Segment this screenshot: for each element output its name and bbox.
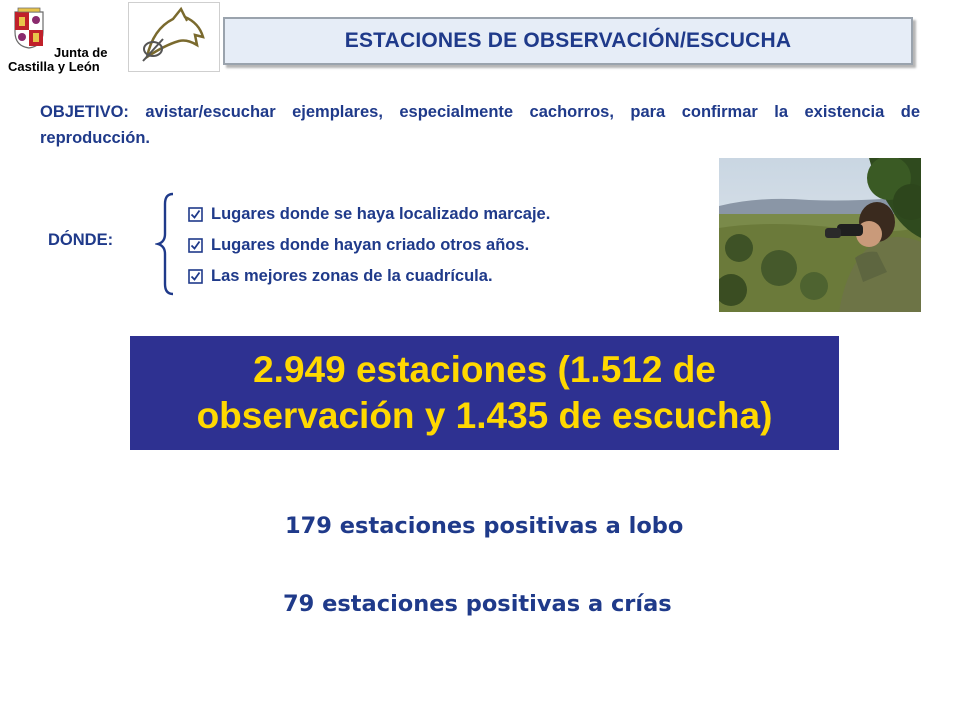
stations-total-banner: [130, 336, 839, 450]
banner-line-2: observación y 1.435 de escucha): [196, 395, 773, 436]
checkbox-checked-icon: [188, 269, 203, 284]
checkbox-checked-icon: [188, 207, 203, 222]
logo-text-line1: Junta de: [54, 45, 108, 60]
list-item-label: Las mejores zonas de la cuadrícula.: [211, 267, 493, 285]
stat-positive-wolf: 179 estaciones positivas a lobo: [285, 513, 684, 539]
brace-icon: [155, 192, 177, 296]
list-item-label: Lugares donde hayan criado otros años.: [211, 236, 530, 254]
junta-castilla-leon-logo: [6, 4, 122, 74]
list-item: [188, 261, 550, 292]
coat-of-arms-icon: [12, 6, 46, 50]
observer-photo: [719, 158, 921, 312]
logo-text-line2: Castilla y León: [8, 59, 100, 74]
page-title: ESTACIONES DE OBSERVACIÓN/ESCUCHA: [344, 29, 792, 52]
list-item-label: Lugares donde se haya localizado marcaje.: [211, 205, 551, 223]
checkbox-checked-icon: [188, 238, 203, 253]
list-item: [188, 199, 550, 230]
donde-label: DÓNDE:: [48, 231, 114, 249]
wolf-icon: [129, 3, 219, 71]
list-item: [188, 230, 550, 261]
title-bar: [223, 17, 913, 65]
stat-positive-pups: 79 estaciones positivas a crías: [283, 591, 672, 617]
wolf-project-logo: [128, 2, 220, 72]
objective-text: OBJETIVO: avistar/escuchar ejemplares, especialmente cachorros, para confirmar la existencia de reproducción.: [40, 103, 920, 147]
binoculars-observer-illustration: [719, 158, 921, 312]
banner-line-1: 2.949 estaciones (1.512 de: [253, 349, 716, 390]
donde-list: [188, 199, 550, 292]
